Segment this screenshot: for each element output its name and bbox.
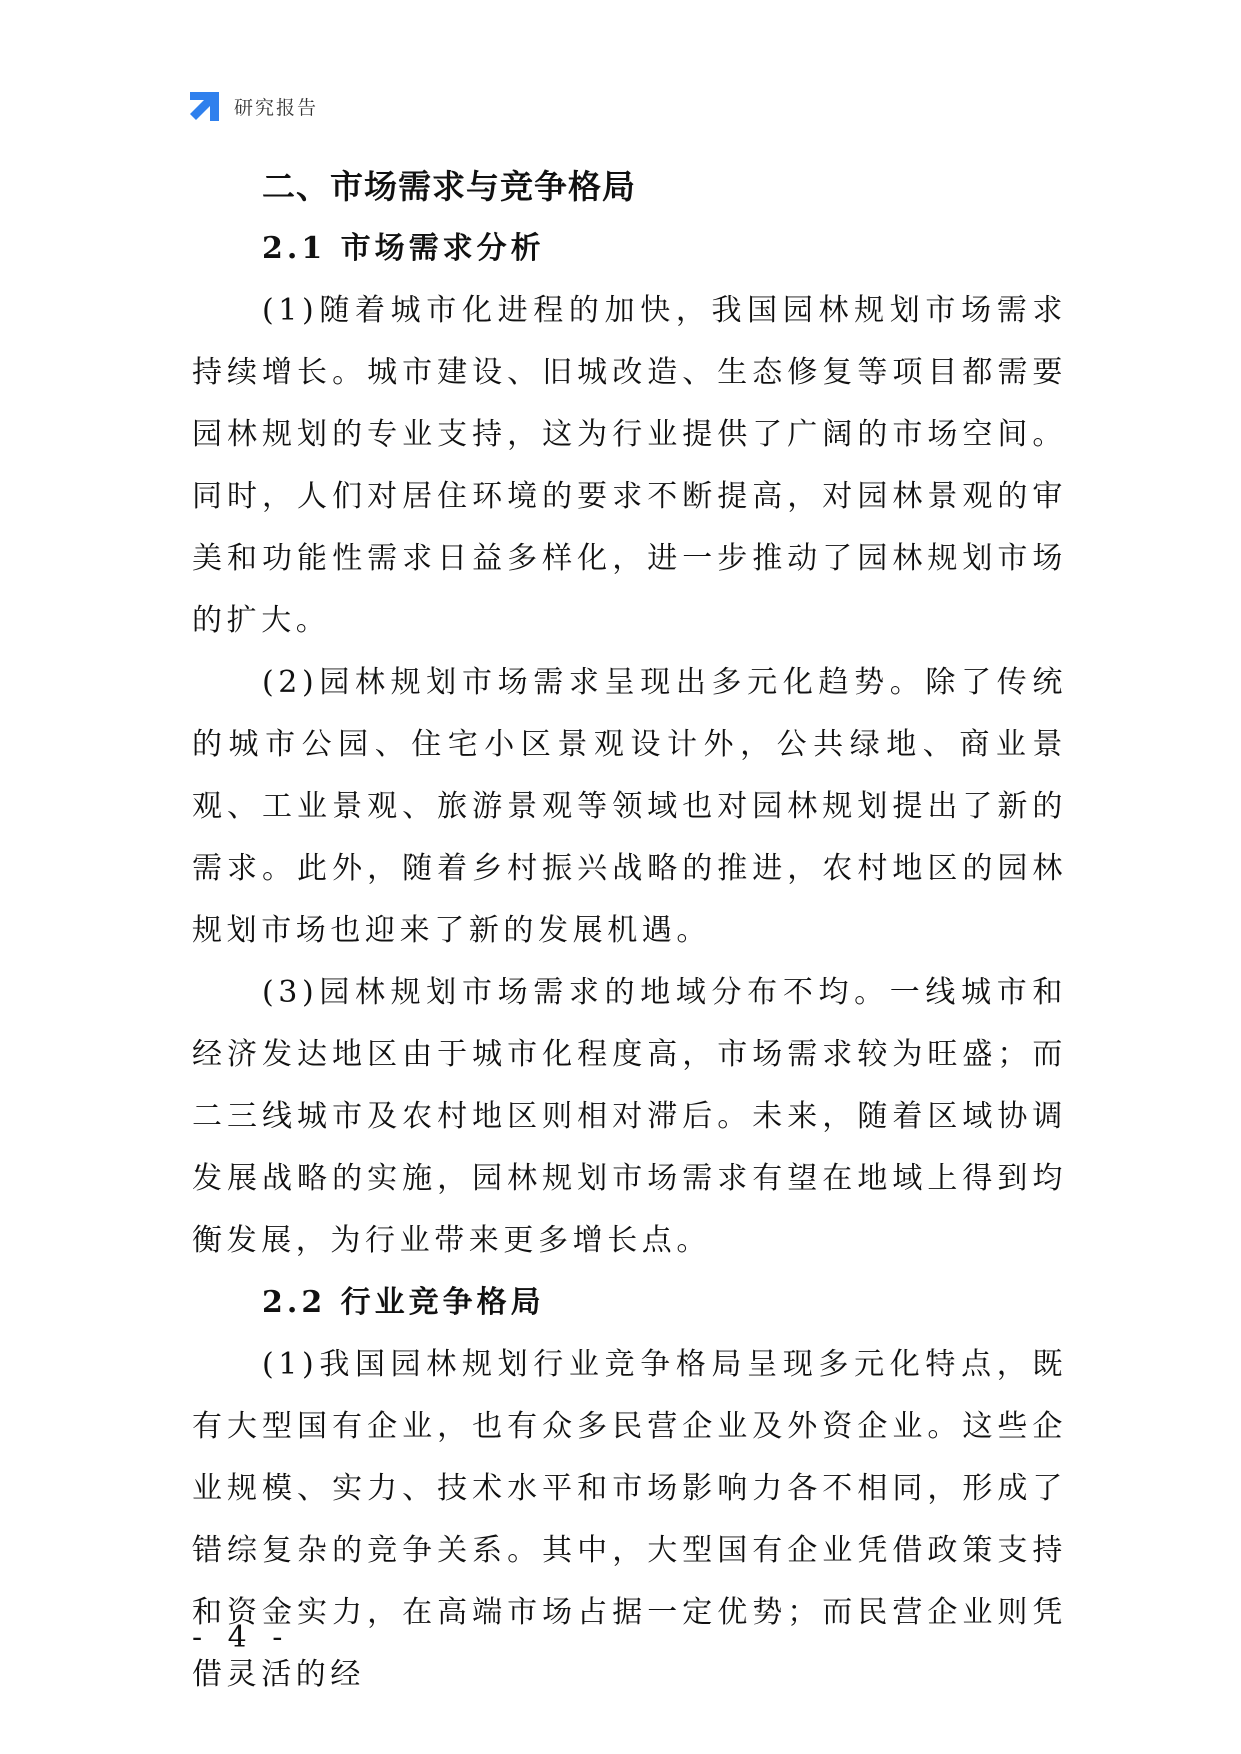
subsection-heading-2-2: 2.2 行业竞争格局 xyxy=(262,1285,545,1320)
paragraph: (3)园林规划市场需求的地域分布不均。一线城市和经济发达地区由于城市化程度高，市场需求较为旺盛；而二三线城市及农村地区则相对滞后。未来，随着区域协调发展战略的实施，园林规划市场需求有望在地域上得到均衡发展，为行业带来更多增长点。 xyxy=(192,975,1067,1258)
subsection-heading-2-1: 2.1 市场需求分析 xyxy=(262,231,545,266)
section-heading: 二、市场需求与竞争格局 xyxy=(262,167,636,206)
paragraph: (1)随着城市化进程的加快，我国园林规划市场需求持续增长。城市建设、旧城改造、生态修复等项目都需要园林规划的专业支持，这为行业提供了广阔的市场空间。同时，人们对居住环境的要求不断提高，对园林景观的审美和功能性需求日益多样化，进一步推动了园林规划市场的扩大。 xyxy=(192,293,1067,638)
page-number: - 4 - xyxy=(192,1620,291,1655)
document-body xyxy=(192,156,1067,1706)
page-header xyxy=(188,88,318,124)
paragraph: (2)园林规划市场需求呈现出多元化趋势。除了传统的城市公园、住宅小区景观设计外，公共绿地、商业景观、工业景观、旅游景观等领域也对园林规划提出了新的需求。此外，随着乡村振兴战略的推进，农村地区的园林规划市场也迎来了新的发展机遇。 xyxy=(192,665,1067,948)
paragraph: (1)我国园林规划行业竞争格局呈现多元化特点，既有大型国有企业，也有众多民营企业及外资企业。这些企业规模、实力、技术水平和市场影响力各不相同，形成了错综复杂的竞争关系。其中，大型国有企业凭借政策支持和资金实力，在高端市场占据一定优势；而民营企业则凭借灵活的经 xyxy=(192,1347,1067,1692)
arrow-up-right-icon xyxy=(188,89,222,123)
report-label: 研究报告 xyxy=(234,96,319,119)
